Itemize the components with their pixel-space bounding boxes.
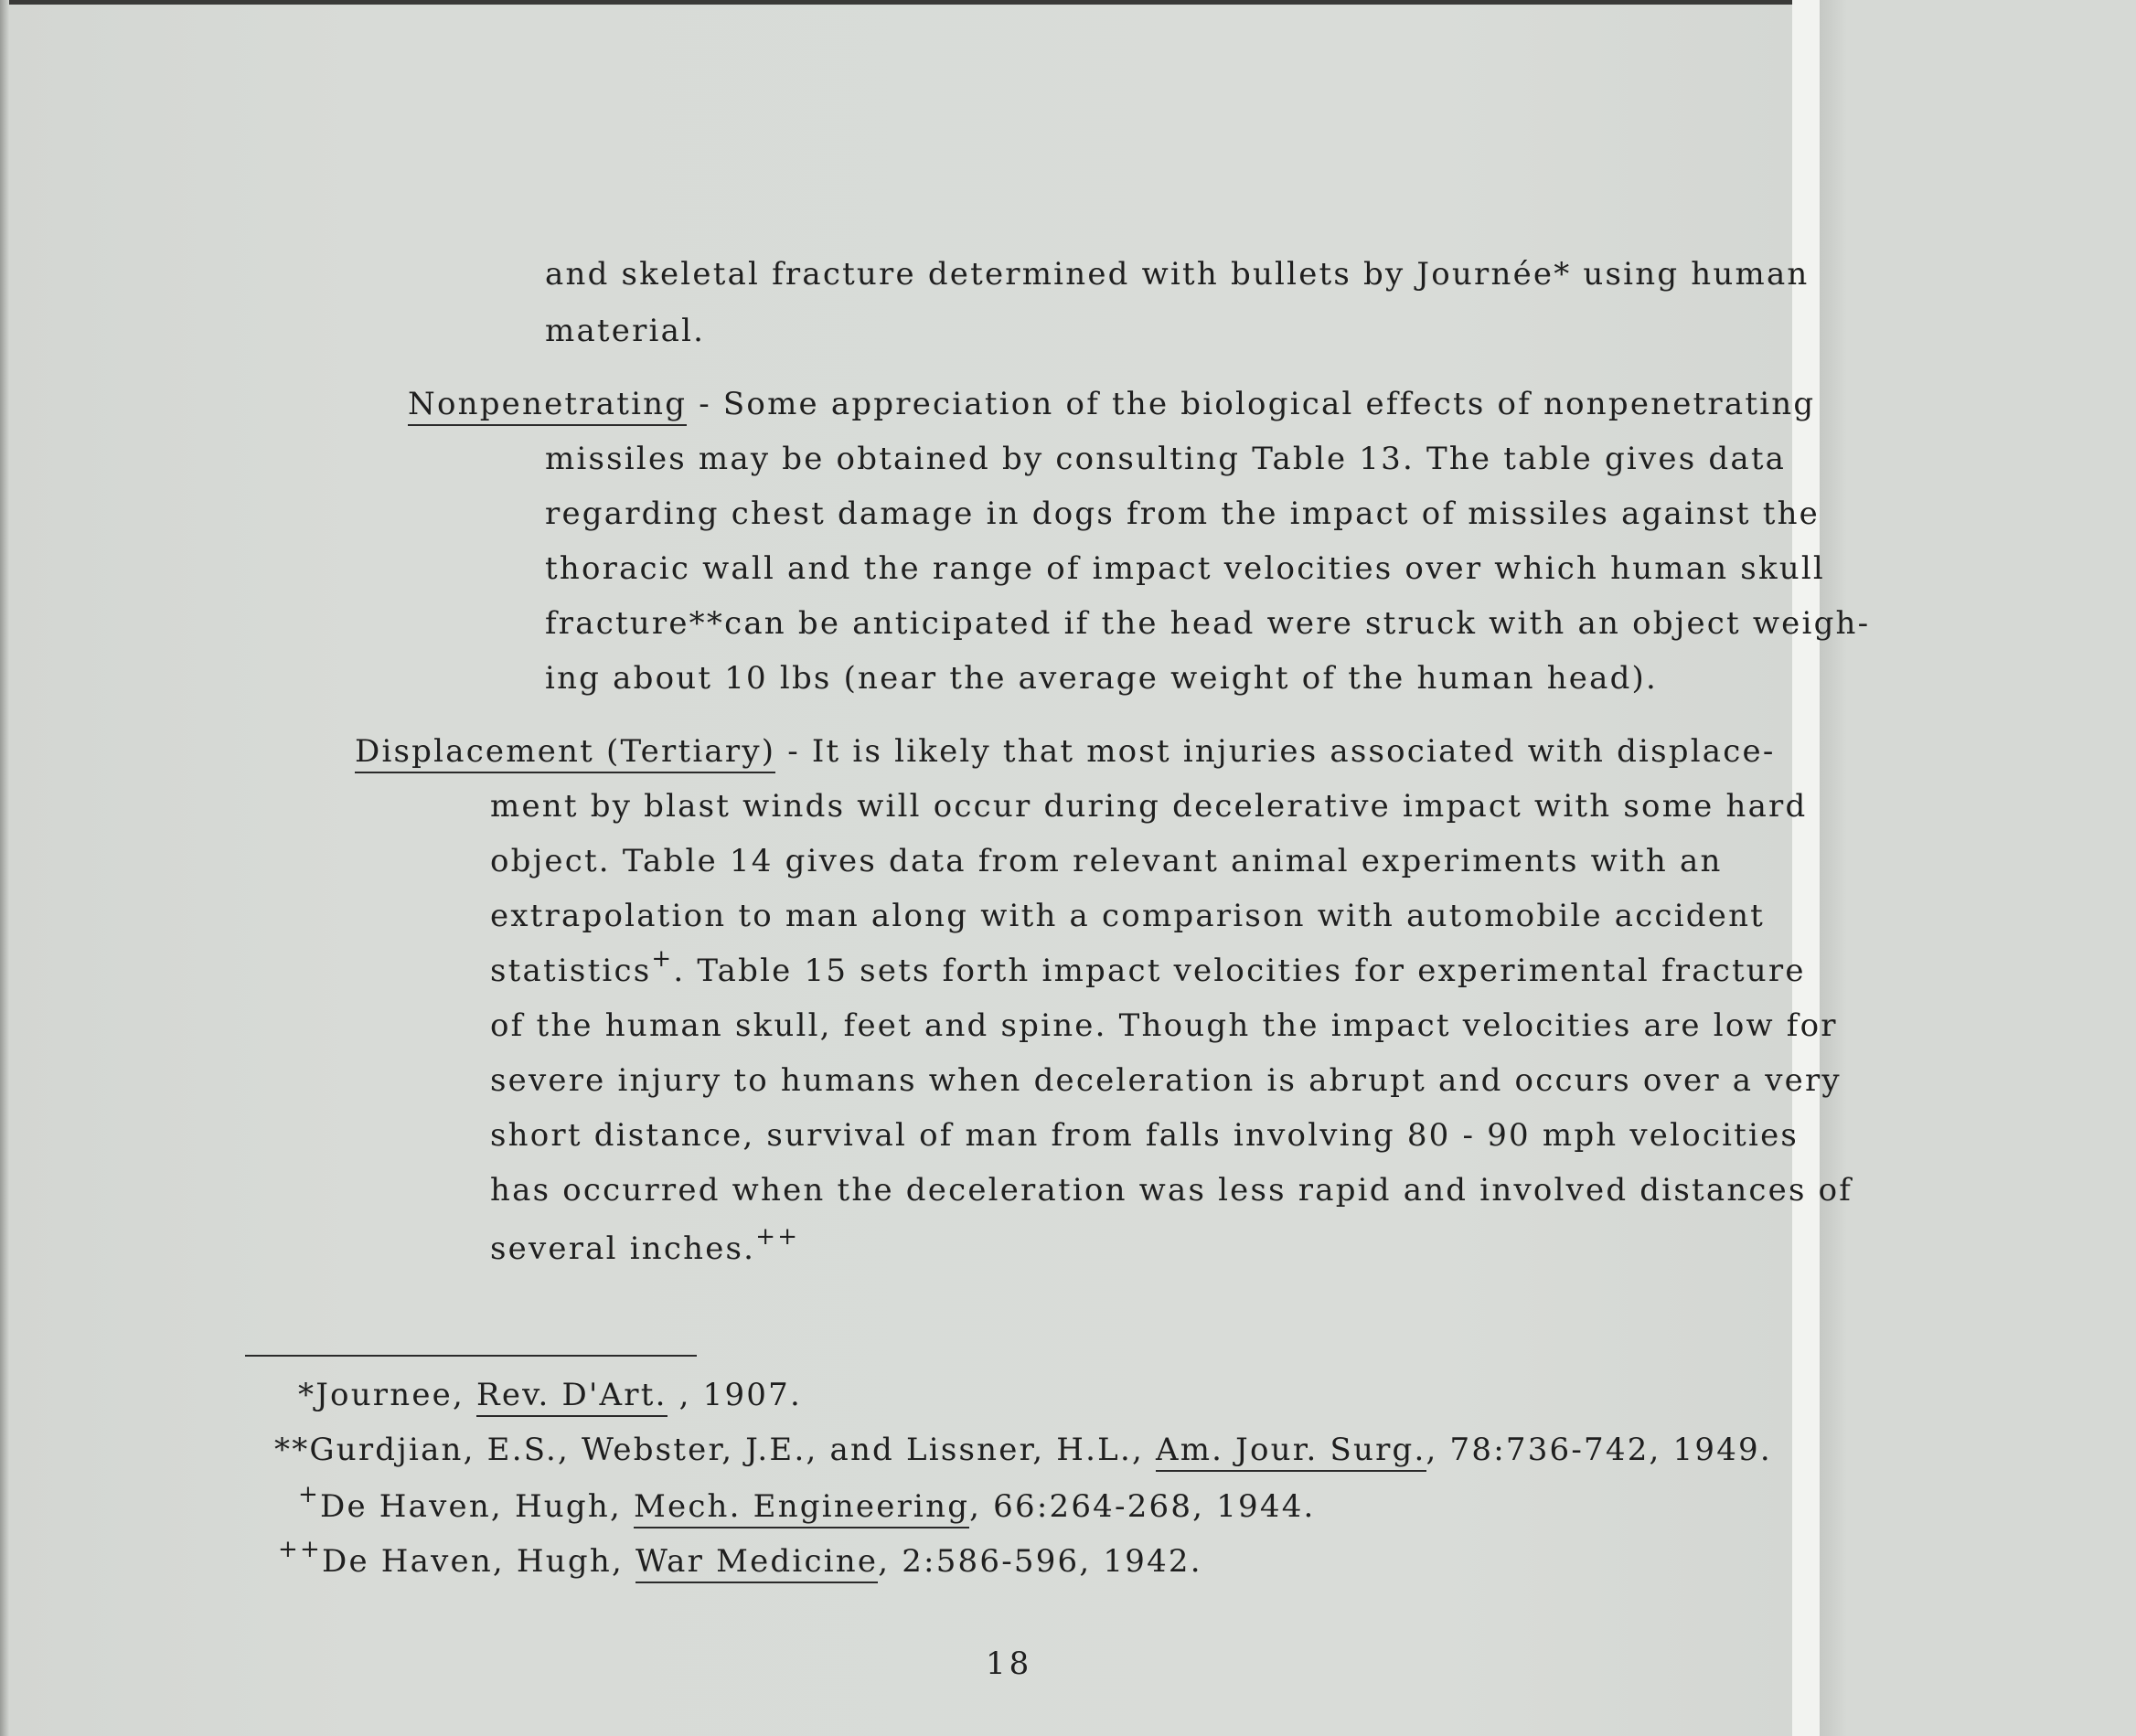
page-number: 18 — [986, 1645, 1033, 1682]
footnote-2 — [274, 1432, 1772, 1468]
footnote-2-details: , 78:736-742, 1949. — [1426, 1432, 1772, 1468]
adjacent-page — [1847, 0, 2136, 1736]
statistics-line-rest: . Table 15 sets forth impact velocities for experimental fracture — [673, 953, 1806, 989]
gutter-shadow — [1820, 0, 1847, 1736]
footnote-1-title: Rev. D'Art. — [476, 1377, 668, 1417]
nonpenetrating-lead-text: - Some appreciation of the biological effects of nonpenetrating — [687, 386, 1816, 422]
displacement-last-line — [490, 1223, 800, 1270]
footnote-ref-plus: + — [651, 945, 674, 973]
displacement-lead-text: - It is likely that most injuries associated with displace- — [775, 733, 1776, 770]
nonpenetrating-heading: Nonpenetrating — [408, 386, 687, 426]
last-line-text: several inches. — [490, 1230, 756, 1267]
footnote-2-authors: **Gurdjian, E.S., Webster, J.E., and Lissner, H.L., — [274, 1432, 1156, 1468]
displacement-line: has occurred when the deceleration was less rapid and involved distances of — [490, 1172, 1853, 1209]
footnote-3-details: , 66:264-268, 1944. — [969, 1488, 1316, 1525]
nonpenetrating-line: regarding chest damage in dogs from the impact of missiles against the — [545, 495, 1821, 532]
displacement-line: ment by blast winds will occur during decelerative impact with some hard — [490, 788, 1808, 825]
displacement-line: extrapolation to man along with a comparison with automobile accident — [490, 898, 1766, 934]
displacement-line: severe injury to humans when deceleration is abrupt and occurs over a very — [490, 1062, 1842, 1099]
footnote-ref-double-plus: ++ — [755, 1223, 800, 1251]
page-left-edge — [0, 0, 9, 1736]
intro-line-1: and skeletal fracture determined with bullets by Journée* using human — [545, 256, 1810, 293]
footnote-4 — [278, 1536, 1202, 1582]
nonpenetrating-line: fracture**can be anticipated if the head were struck with an object weigh- — [545, 605, 1871, 642]
footnote-3 — [298, 1481, 1316, 1528]
footnote-1-details: , 1907. — [667, 1377, 802, 1413]
intro-line-2: material. — [545, 313, 706, 349]
footnote-4-author: De Haven, Hugh, — [321, 1543, 635, 1580]
footnote-3-author: De Haven, Hugh, — [320, 1488, 634, 1525]
footnote-3-marker: + — [298, 1481, 320, 1508]
displacement-heading: Displacement (Tertiary) — [355, 733, 775, 773]
footnote-4-details: , 2:586-596, 1942. — [878, 1543, 1202, 1580]
displacement-line: of the human skull, feet and spine. Though the impact velocities are low for — [490, 1007, 1838, 1044]
footnote-separator — [245, 1355, 697, 1357]
displacement-line: short distance, survival of man from falls involving 80 - 90 mph velocities — [490, 1117, 1800, 1154]
displacement-line: object. Table 14 gives data from relevant animal experiments with an — [490, 843, 1723, 879]
displacement-lead-line — [355, 733, 1776, 770]
footnote-4-marker: ++ — [278, 1536, 322, 1563]
nonpenetrating-lead-line — [408, 386, 1815, 422]
footnote-1-author: *Journee, — [298, 1377, 477, 1413]
footnote-1 — [298, 1377, 802, 1413]
nonpenetrating-line: thoracic wall and the range of impact velocities over which human skull — [545, 550, 1826, 587]
footnote-4-title: War Medicine — [635, 1543, 878, 1583]
statistics-word: statistics — [490, 953, 652, 989]
nonpenetrating-line: ing about 10 lbs (near the average weight of the human head). — [545, 660, 1659, 697]
footnote-3-title: Mech. Engineering — [634, 1488, 969, 1528]
nonpenetrating-line: missiles may be obtained by consulting Table 13. The table gives data — [545, 441, 1787, 477]
displacement-statistics-line — [490, 945, 1806, 992]
footnote-2-title: Am. Jour. Surg. — [1156, 1432, 1426, 1472]
